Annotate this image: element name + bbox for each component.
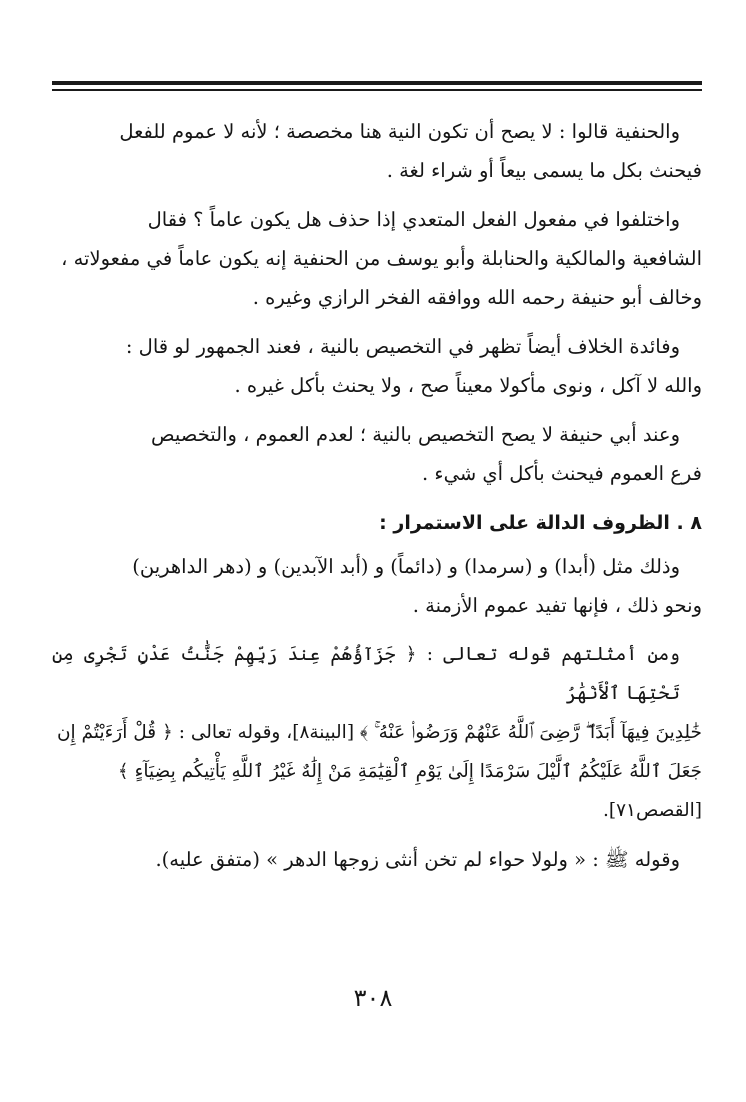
header-rule-thin [52,89,702,91]
text-line: جَعَلَ ٱللَّهُ عَلَيْكُمُ ٱلَّيْلَ سَرْمَدًا إِلَىٰ يَوْمِ ٱلْقِيَٰمَةِ مَنْ إِلَٰهٌ غَيْرُ ٱللَّهِ يَأْتِيكُم بِضِيَآءٍ ﴾ [117,761,702,782]
text-line: والحنفية قالوا : لا يصح أن تكون النية هنا مخصصة ؛ لأنه لا عموم للفعل [119,120,680,143]
text-line: ونحو ذلك ، فإنها تفيد عموم الأزمنة . [412,594,702,617]
text-line: فرع العموم فيحنث بأكل أي شيء . [422,462,702,485]
text-line: والله لا آكل ، ونوى مأكولا معيناً صح ، ولا يحنث بأكل غيره . [234,374,702,397]
paragraph-examples [52,547,702,625]
text-line: وفائدة الخلاف أيضاً تظهر في التخصيص بالنية ، فعند الجمهور لو قال : [125,335,680,358]
text-line: خَٰلِدِينَ فِيهَآ أَبَدًا ۖ رَّضِىَ ٱللَّهُ عَنْهُمْ وَرَضُوا۟ عَنْهُ ۚ ﴾ [البينة٨]، وقوله تعالى : ﴿ قُلْ أَرَءَيْتُمْ إِن [56,722,702,743]
paragraph-hadith [52,840,702,879]
paragraph-hanafi [52,112,702,190]
text-line: وذلك مثل (أبدا) و (سرمدا) و (دائماً) و (أبد الآبدين) و (دهر الداهرين) [132,555,680,578]
header-rule-thick [52,81,702,85]
text-line: واختلفوا في مفعول الفعل المتعدي إذا حذف هل يكون عاماً ؟ فقال [147,208,680,231]
text-line: وقوله ﷺ : « ولولا حواء لم تخن أنثى زوجها الدهر » (متفق عليه). [155,848,680,871]
page-number: ٣٠٨ [353,984,393,1012]
text-line: فيحنث بكل ما يسمى بيعاً أو شراء لغة . [386,159,702,182]
text-line: [القصص٧١]. [602,800,702,821]
paragraph-disagreement [52,200,702,317]
page-body [52,112,702,889]
paragraph-quran-verses [52,635,702,830]
text-line: وخالف أبو حنيفة رحمه الله ووافقه الفخر الرازي وغيره . [252,286,702,309]
paragraph-benefit [52,327,702,405]
paragraph-abu-hanifa [52,415,702,493]
text-line: ومن أمثلتهم قوله تعالى : ﴿ جَزَآؤُهُمْ عِندَ رَبِّهِمْ جَنَّٰتُ عَدْنٍ تَجْرِى مِن تَحْتِهَا ٱلْأَنْهَٰرُ [52,644,680,704]
section-heading: ٨ . الظروف الدالة على الاستمرار : [379,512,702,534]
text-line: وعند أبي حنيفة لا يصح التخصيص بالنية ؛ لعدم العموم ، والتخصيص [151,423,680,446]
text-line: الشافعية والمالكية والحنابلة وأبو يوسف من الحنفية إنه يكون عاماً في مفعولاته ، [61,247,702,270]
